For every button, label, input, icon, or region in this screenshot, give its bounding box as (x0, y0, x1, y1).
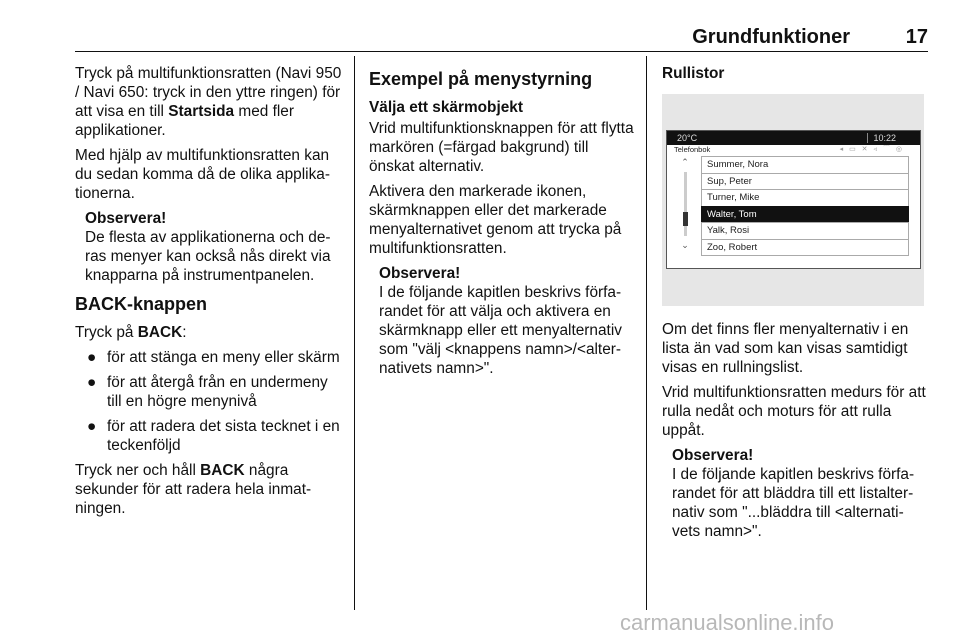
phonebook-title: Telefonbok (674, 145, 711, 154)
contact-item[interactable]: Summer, Nora (701, 156, 909, 173)
paragraph-back-intro: Tryck på BACK: (75, 324, 187, 341)
scroll-thumb[interactable] (683, 212, 688, 226)
watermark: carmanualsonline.info (620, 610, 835, 635)
page-header (75, 26, 928, 50)
column-divider-1 (354, 56, 355, 610)
contact-list (701, 156, 909, 256)
column-1 (75, 64, 345, 524)
scroll-track (684, 172, 687, 236)
back-heading: BACK-knappen (75, 294, 208, 314)
paragraph-back-hold: Tryck ner och håll BACK några sekunder för att radera hela inmat- ningen. (75, 462, 312, 517)
scroll-list-heading: Rullistor (662, 65, 725, 82)
temperature-label: 20°C (677, 133, 698, 143)
paragraph-navigation: Med hjälp av multifunktionsratten kan du sedan komma då de olika applika- tionerna. (75, 147, 330, 202)
contact-item[interactable]: Sup, Peter (701, 173, 909, 190)
note-text: I de följande kapitlen beskrivs förfa- randet för att välja och aktivera en skärmknapp eller ett menyalternativ som "välj <knappens namn>/<alter- nativets namn>". (379, 284, 622, 377)
list-item: ● för att stänga en meny eller skärm (87, 349, 340, 366)
note-title: Observera! (379, 265, 461, 282)
paragraph-startsida: Tryck på multifunktionsratten (Navi 950 / Navi 650: tryck in den yttre ringen) för att visa en till Startsida med fler applikationer. (75, 65, 342, 139)
paragraph-scrollbar: Om det finns fler menyalternativ i en lista än vad som kan visas samtidigt visas en rullningslist. (662, 321, 909, 376)
status-bar (667, 131, 920, 145)
column-divider-2 (646, 56, 647, 610)
screen-subtitle-bar (667, 145, 920, 155)
column-3-body (662, 320, 928, 549)
menu-example-heading: Exempel på menystyrning (369, 69, 593, 89)
scroll-down-icon[interactable]: ⌄ (681, 240, 689, 250)
list-item: ● för att radera det sista tecknet i en teckenföljd (87, 418, 340, 454)
display-screen (666, 130, 921, 269)
column-2 (369, 64, 637, 386)
section-title: Grundfunktioner (692, 26, 850, 48)
scroll-up-icon[interactable]: ⌃ (681, 157, 689, 167)
bullet-icon: ● (87, 418, 97, 435)
contact-item[interactable]: Zoo, Robert (701, 239, 909, 257)
bullet-icon: ● (87, 374, 97, 391)
note-text: I de följande kapitlen beskrivs förfa- randet för att bläddra till ett listalter- nativ som "...bläddra till <alternati- vets namn>". (672, 466, 915, 540)
paragraph-scroll-direction: Vrid multifunktionsratten medurs för att rulla nedåt och moturs för att rulla uppåt. (662, 384, 926, 439)
contact-item[interactable]: Yalk, Rosi (701, 222, 909, 239)
back-bullet-list (75, 348, 345, 455)
paragraph-rotate: Vrid multifunktionsknappen för att flytta markören (=färgad bakgrund) till önskat alternativ. (369, 120, 634, 175)
column-3 (662, 64, 928, 85)
paragraph-activate: Aktivera den markerade ikonen, skärmknappen eller det markerade menyalternativet genom att trycka på multifunktionsratten. (369, 183, 622, 257)
bullet-icon: ● (87, 349, 97, 366)
list-item: ● för att återgå från en undermeny till en högre menynivå (87, 374, 328, 410)
note-title: Observera! (85, 210, 167, 227)
note-box (379, 264, 637, 378)
note-title: Observera! (672, 447, 754, 464)
status-separator (867, 133, 868, 143)
select-object-subheading: Välja ett skärmobjekt (369, 99, 523, 116)
note-box (672, 446, 928, 541)
status-icons: ◂ ▭ ✕ ◃ ⌒ ◎ (839, 146, 904, 153)
page-number: 17 (905, 26, 928, 48)
note-box (85, 209, 345, 285)
contact-item[interactable]: Walter, Tom (701, 206, 909, 223)
phonebook-screenshot (662, 94, 924, 306)
contact-item[interactable]: Turner, Mike (701, 189, 909, 206)
clock-label: 10:22 (873, 133, 896, 143)
note-text: De flesta av applikationerna och de- ras menyer kan också nås direkt via knapparna på instrumentpanelen. (85, 229, 331, 284)
header-divider (75, 51, 928, 52)
scrollbar[interactable] (675, 157, 695, 252)
